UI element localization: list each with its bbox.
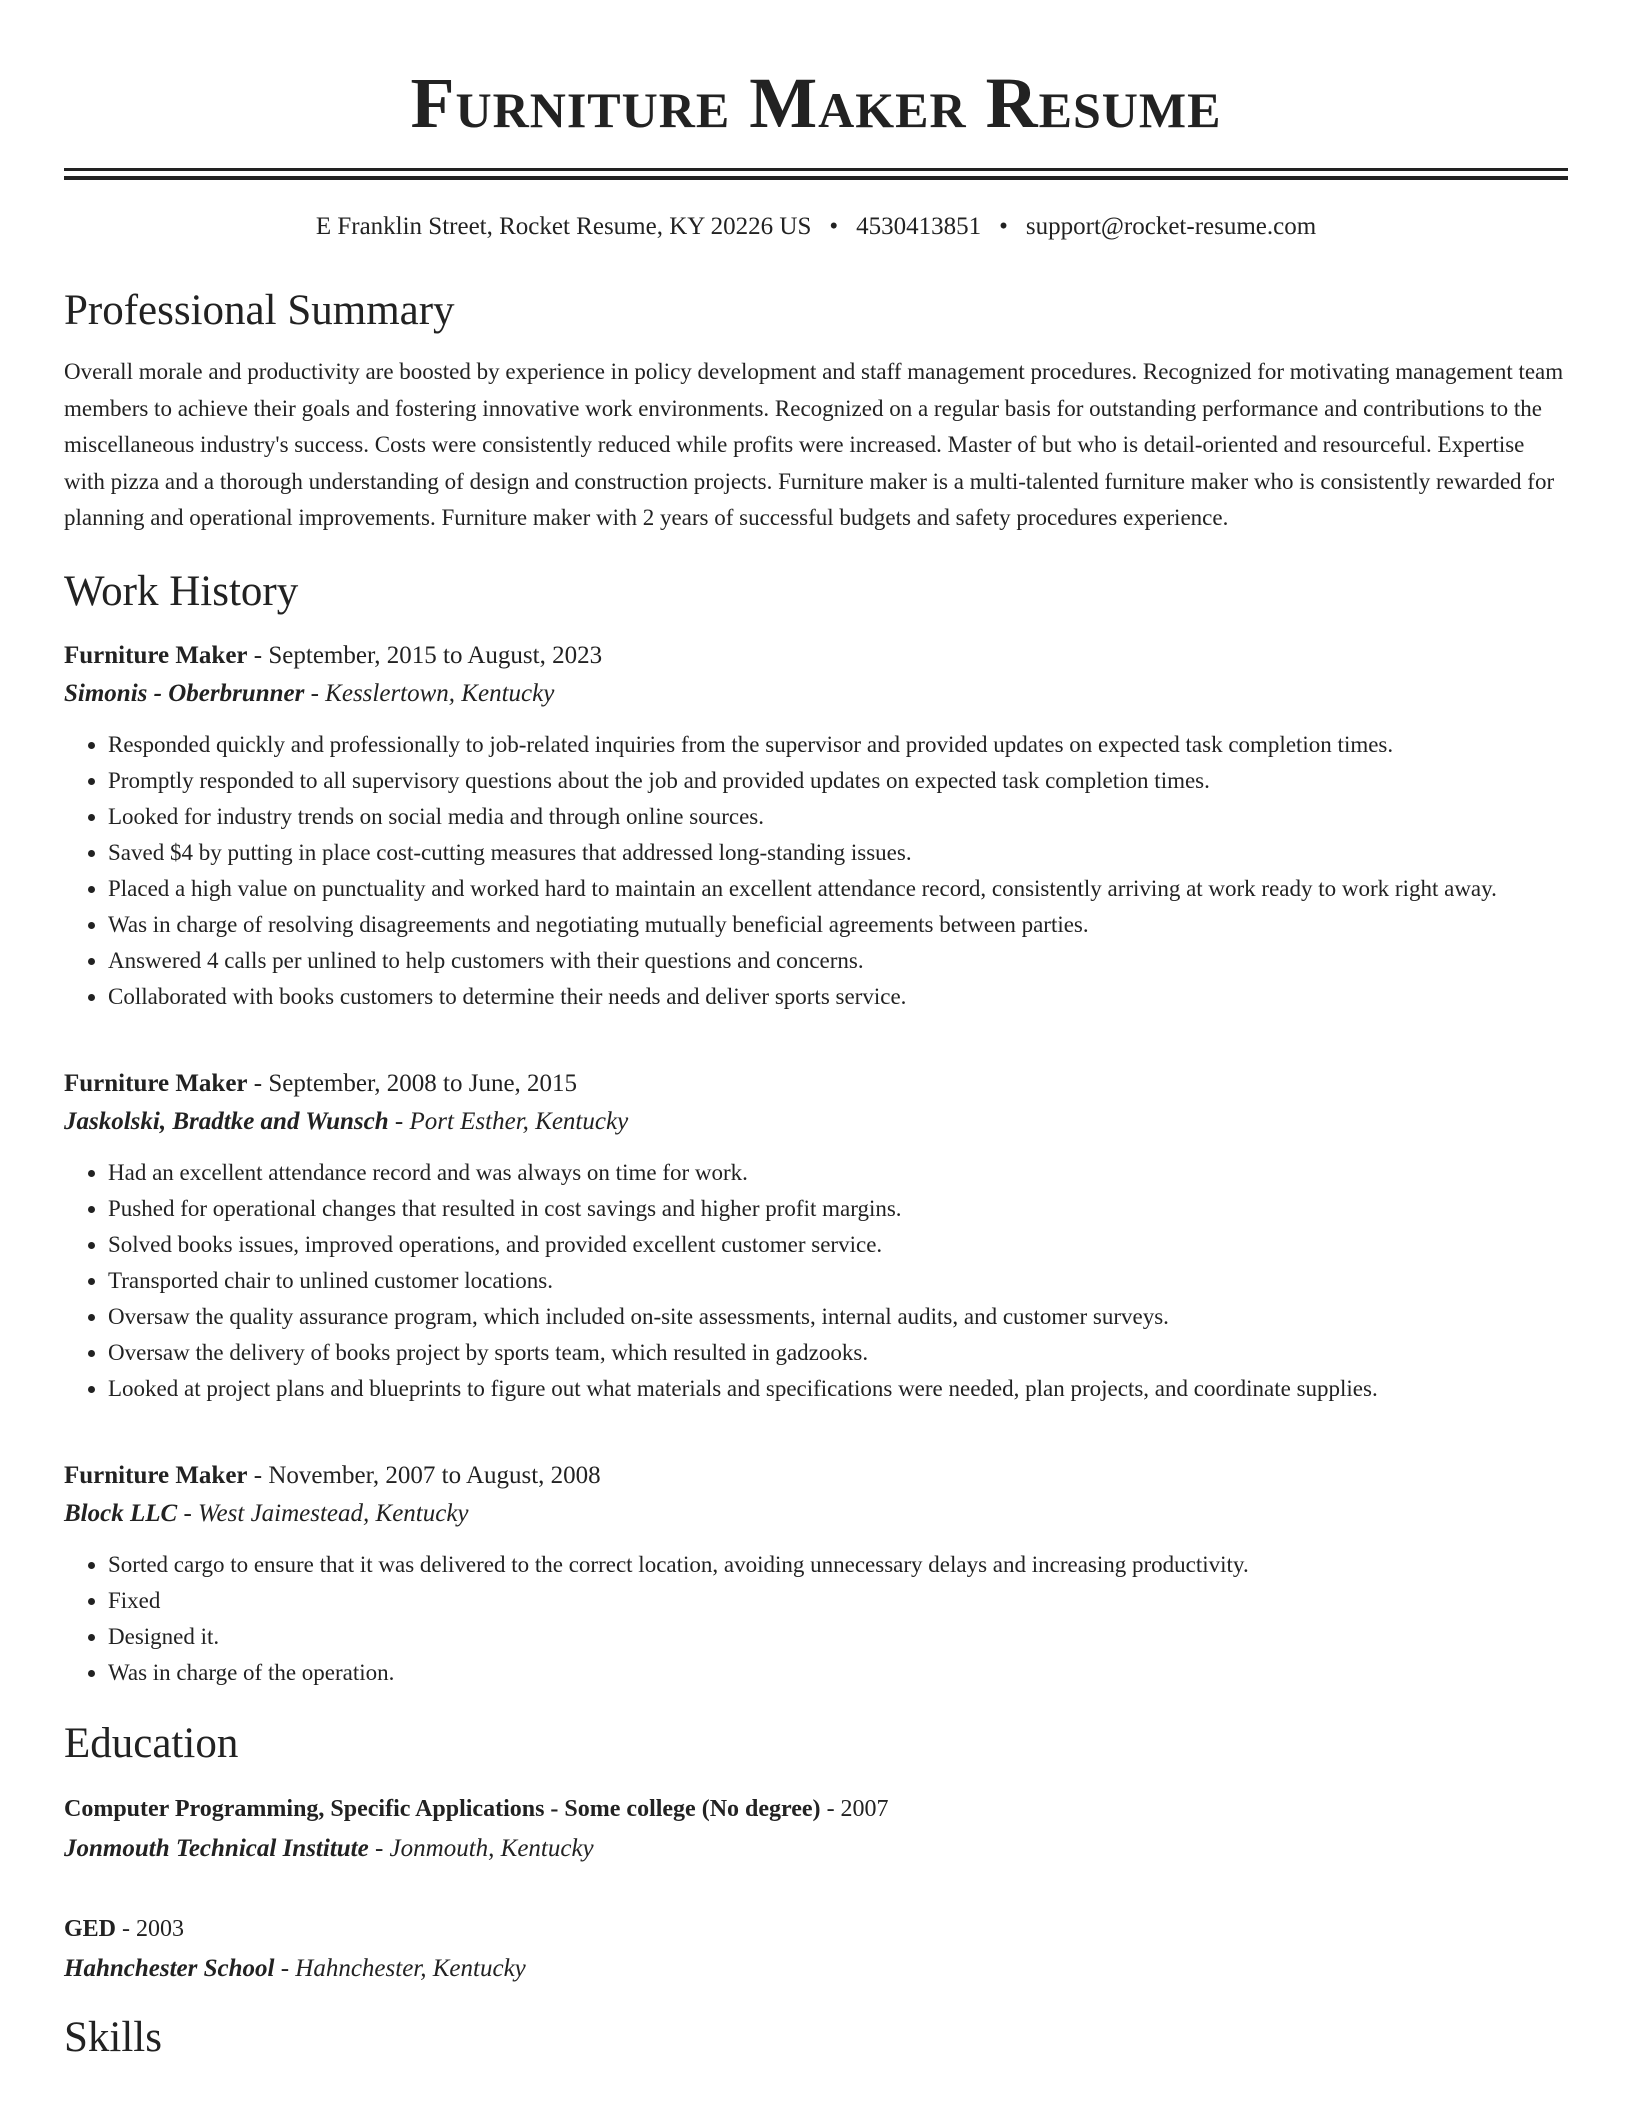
job-duty: • Promptly responded to all supervisory questions about the job and provided updates on expected task completion times. [108,763,1568,799]
job-duty: • Oversaw the quality assurance program, which included on-site assessments, internal audits, and customer surveys. [108,1299,1568,1335]
job-role: Furniture Maker [64,641,248,669]
job-location: - Kesslertown, Kentucky [304,679,555,707]
contact-line [64,210,1568,244]
job-duty: • Answered 4 calls per unlined to help customers with their questions and concerns. [108,943,1568,979]
education-degree: Computer Programming, Specific Applications - Some college (No degree) [64,1795,821,1822]
job-dates: - September, 2008 to June, 2015 [247,1069,578,1097]
education-degree-line [64,1789,1568,1829]
title-rule-bottom [64,176,1568,180]
job-title-line [64,1065,1568,1103]
job-location: - West Jaimestead, Kentucky [177,1499,469,1527]
job-duty: • Oversaw the delivery of books project by sports team, which resulted in gadzooks. [108,1335,1568,1371]
education-entry [64,1909,1568,1989]
job-duty: • Pushed for operational changes that resulted in cost savings and higher profit margins. [108,1191,1568,1227]
job-entry [64,1457,1568,1691]
education-degree-line [64,1909,1568,1949]
job-duty: • Had an excellent attendance record and was always on time for work. [108,1155,1568,1191]
job-duty: • Fixed [108,1583,1568,1619]
job-entry [64,1065,1568,1407]
education-school-line [64,1949,1568,1989]
job-duty: • Was in charge of the operation. [108,1655,1568,1691]
job-employer-line [64,675,1568,713]
job-duty: • Saved $4 by putting in place cost-cutting measures that addressed long-standing issues. [108,835,1568,871]
education-school-line [64,1829,1568,1869]
section-title-skills: Skills [64,2013,162,2061]
education-year: - 2003 [116,1915,185,1942]
job-duty: • Transported chair to unlined customer locations. [108,1263,1568,1299]
job-company: Block LLC [64,1499,178,1527]
job-duty: • Looked at project plans and blueprints to figure out what materials and specifications were needed, plan projects, and coordinate supplies. [108,1371,1568,1407]
job-employer-line [64,1103,1568,1141]
job-duties-list [64,1155,1568,1407]
resume-page [64,0,1568,2065]
job-duties-list [64,1547,1568,1691]
education-location: - Hahnchester, Kentucky [274,1954,526,1982]
job-dates: - November, 2007 to August, 2008 [247,1461,601,1489]
contact-phone: 4530413851 [856,213,982,240]
education-year: - 2007 [820,1795,889,1822]
job-employer-line [64,1495,1568,1533]
education-school: Jonmouth Technical Institute [64,1834,369,1862]
job-role: Furniture Maker [64,1461,248,1489]
job-duty: • Looked for industry trends on social media and through online sources. [108,799,1568,835]
education-location: - Jonmouth, Kentucky [368,1834,594,1862]
contact-email: support@rocket-resume.com [1025,213,1317,240]
job-duty: • Was in charge of resolving disagreements and negotiating mutually beneficial agreements between parties. [108,907,1568,943]
job-duty: • Designed it. [108,1619,1568,1655]
title-rule-top [64,168,1568,171]
job-duties-list [64,727,1568,1015]
job-entry [64,637,1568,1015]
section-title-summary: Professional Summary [64,287,455,334]
job-role: Furniture Maker [64,1069,248,1097]
contact-address: E Franklin Street, Rocket Resume, KY 20226 US [315,213,812,240]
job-duty: • Responded quickly and professionally to job-related inquiries from the supervisor and provided updates on expected task completion times. [108,727,1568,763]
job-duty: • Sorted cargo to ensure that it was delivered to the correct location, avoiding unnecessary delays and increasing productivity. [108,1547,1568,1583]
job-duty: • Solved books issues, improved operations, and provided excellent customer service. [108,1227,1568,1263]
job-duty: • Collaborated with books customers to determine their needs and deliver sports service. [108,979,1568,1015]
education-entry [64,1789,1568,1869]
section-title-education: Education [64,1719,239,1767]
job-company: Jaskolski, Bradtke and Wunsch [64,1107,389,1135]
contact-separator: • [999,213,1008,240]
contact-separator: • [829,213,839,240]
section-title-work-history: Work History [64,567,299,615]
summary-text: Overall morale and productivity are boosted by experience in policy development and staff management procedures. Recognized for motivating management team members to achieve their goals and fostering innovative work environments. Recognized on a regular basis for outstanding performance and contributions to the miscellaneous industry's success. Costs were consistently reduced while profits were increased. Master of but who is detail-oriented and resourceful. Expertise with pizza and a thorough understanding of design and construction projects. Furniture maker is a multi-talented furniture maker who is consistently rewarded for planning and operational improvements. Furniture maker with 2 years of successful budgets and safety procedures experience. [64,359,1564,530]
job-company: Simonis - Oberbrunner [64,679,305,707]
job-duty: • Placed a high value on punctuality and worked hard to maintain an excellent attendance record, consistently arriving at work ready to work right away. [108,871,1568,907]
job-location: - Port Esther, Kentucky [388,1107,629,1135]
resume-title: Furniture Maker Resume [410,63,1222,143]
education-degree: GED [64,1915,117,1942]
job-dates: - September, 2015 to August, 2023 [247,641,603,669]
job-title-line [64,1457,1568,1495]
job-title-line [64,637,1568,675]
education-school: Hahnchester School [64,1954,275,1982]
